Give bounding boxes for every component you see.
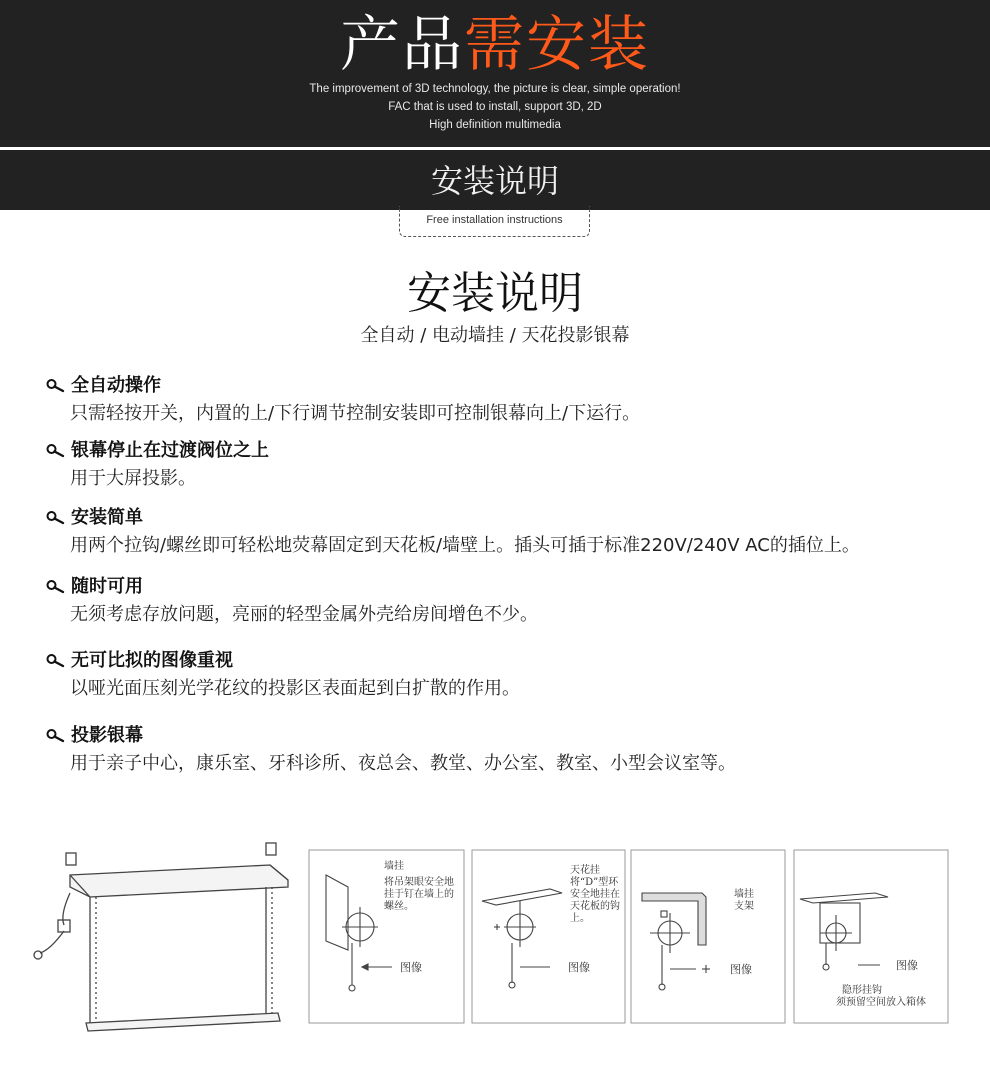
magnifier-icon bbox=[46, 579, 66, 595]
feature-desc: 用两个拉钩/螺丝即可轻松地荧幕固定到天花板/墙壁上。插头可插于标准220V/240V AC的插位上。 bbox=[70, 535, 860, 556]
feature-desc: 用于大屏投影。 bbox=[70, 468, 196, 489]
feature-title: 银幕停止在过渡阀位之上 bbox=[71, 440, 269, 461]
panel-title: 墙挂 bbox=[384, 861, 404, 872]
magnifier-icon bbox=[46, 378, 66, 394]
feature-desc: 无须考虑存放问题，亮丽的轻型金属外壳给房间增色不少。 bbox=[70, 604, 538, 625]
diagram-panel-ceiling-mount bbox=[472, 850, 625, 1023]
magnifier-icon bbox=[46, 443, 66, 459]
banner-subtitle-line-3: High definition multimedia bbox=[429, 119, 561, 131]
installation-diagram bbox=[30, 835, 960, 1040]
panel-line: 将“D”型环 bbox=[570, 877, 619, 888]
feature-title: 随时可用 bbox=[71, 576, 143, 597]
panel-line: 上。 bbox=[570, 913, 590, 924]
feature-desc: 只需轻按开关，内置的上/下行调节控制安装即可控制银幕向上/下运行。 bbox=[70, 403, 641, 424]
panel-line: 天花板的钩 bbox=[570, 901, 620, 912]
panel-title: 天花挂 bbox=[570, 865, 600, 876]
feature-title: 安装简单 bbox=[71, 507, 143, 528]
section-title: 安装说明 bbox=[430, 162, 559, 200]
banner-subtitle-line-2: FAC that is used to install, support 3D, 2D bbox=[388, 101, 602, 113]
panel-line: 螺丝。 bbox=[384, 901, 414, 912]
panel-line: 安全地挂在 bbox=[570, 889, 620, 900]
banner-title-part1: 产品 bbox=[340, 10, 464, 80]
diagram-panel-wall-mount bbox=[309, 850, 464, 1023]
panel-line: 挂于钉在墙上的 bbox=[384, 889, 454, 900]
magnifier-icon bbox=[46, 653, 66, 669]
panel-line: 将吊架眼安全地 bbox=[384, 877, 454, 888]
projection-screen-illustration bbox=[34, 843, 288, 1031]
panel-image-label: 图像 bbox=[730, 963, 752, 976]
panel-line: 支架 bbox=[734, 901, 754, 912]
feature-title: 全自动操作 bbox=[71, 375, 161, 396]
panel-image-label: 图像 bbox=[400, 961, 422, 974]
diagram-panel-hidden-hook bbox=[794, 850, 948, 1023]
panel-line: 须预留空间放入箱体 bbox=[836, 997, 926, 1008]
panel-line: 隐形挂钩 bbox=[842, 985, 882, 996]
banner-title-part2: 需安装 bbox=[464, 10, 650, 80]
feature-desc: 用于亲子中心，康乐室、牙科诊所、夜总会、教堂、办公室、教室、小型会议室等。 bbox=[70, 753, 736, 774]
section-tag: Free installation instructions bbox=[399, 206, 590, 237]
feature-desc: 以哑光面压刻光学花纹的投影区表面起到白扩散的作用。 bbox=[70, 678, 520, 699]
magnifier-icon bbox=[46, 728, 66, 744]
panel-image-label: 图像 bbox=[896, 959, 918, 972]
page-title: 安装说明 bbox=[407, 268, 583, 319]
page-subtitle: 全自动 / 电动墙挂 / 天花投影银幕 bbox=[360, 325, 630, 346]
magnifier-icon bbox=[46, 510, 66, 526]
diagram-panel-bracket-mount bbox=[631, 850, 785, 1023]
banner-subtitle-line-1: The improvement of 3D technology, the picture is clear, simple operation! bbox=[309, 83, 681, 95]
feature-title: 投影银幕 bbox=[71, 725, 143, 746]
banner-title bbox=[0, 10, 990, 80]
panel-image-label: 图像 bbox=[568, 961, 590, 974]
panel-title: 墙挂 bbox=[734, 889, 754, 900]
feature-title: 无可比拟的图像重视 bbox=[71, 650, 233, 671]
